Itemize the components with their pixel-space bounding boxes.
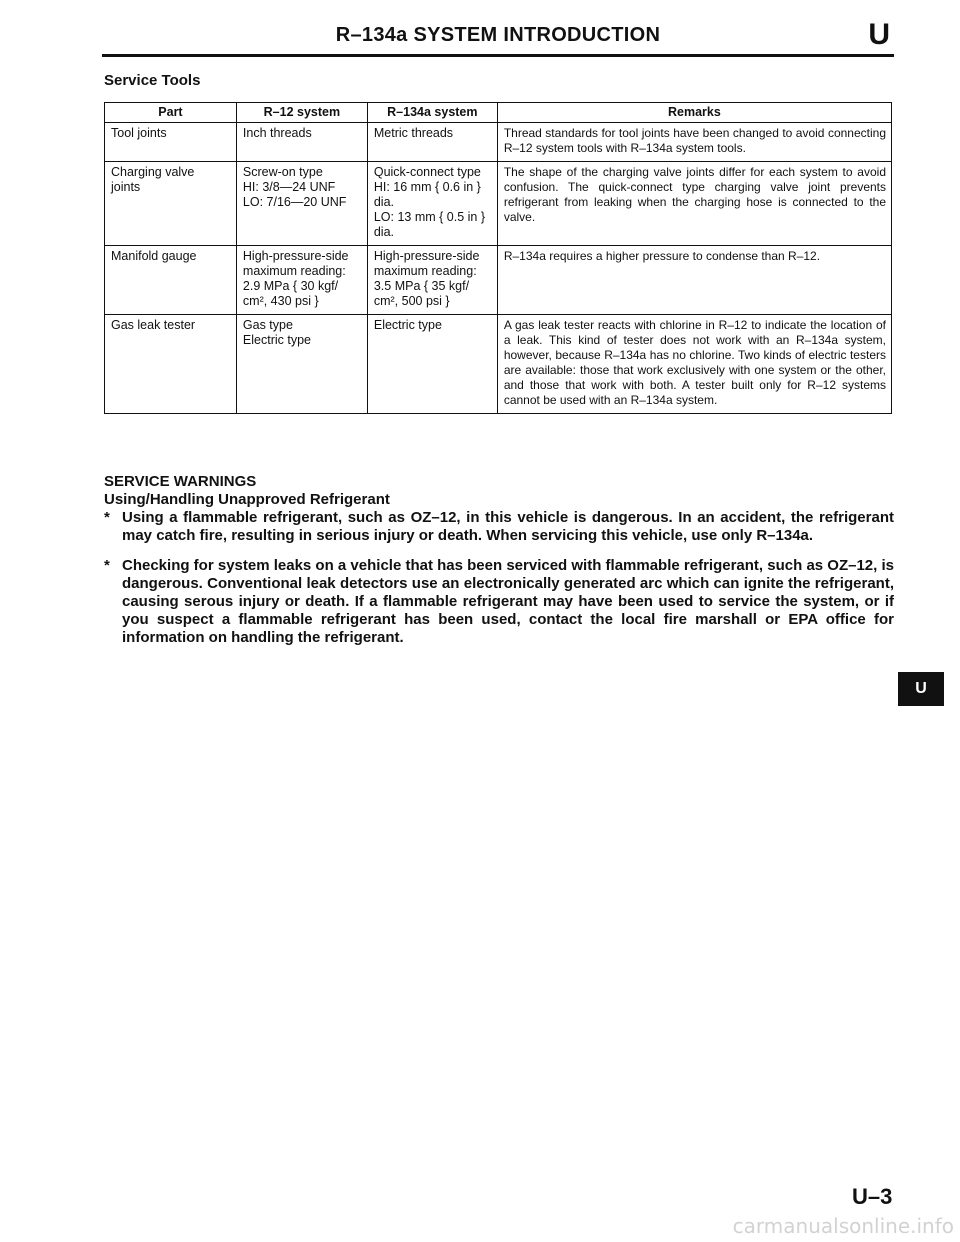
table-row bbox=[105, 315, 892, 414]
r12-cell: Inch threads bbox=[236, 123, 367, 162]
watermark-text: carmanualsonline.info bbox=[732, 1214, 954, 1238]
warnings-title: SERVICE WARNINGS bbox=[104, 473, 257, 490]
table-row bbox=[105, 162, 892, 246]
warning-item bbox=[104, 509, 894, 545]
table-row bbox=[105, 123, 892, 162]
service-warnings bbox=[104, 473, 894, 647]
column-header-r134a: R–134a system bbox=[367, 103, 497, 123]
part-cell: Tool joints bbox=[105, 123, 237, 162]
warning-text: Using a flammable refrigerant, such as OZ–12, in this vehicle is dangerous. In an accident, the refrigerant may catch fire, resulting in serious injury or death. When servicing this vehicle, use only R–134a. bbox=[122, 509, 894, 544]
part-cell: Manifold gauge bbox=[105, 246, 237, 315]
bullet-marker: * bbox=[104, 557, 110, 574]
column-header-r12: R–12 system bbox=[236, 103, 367, 123]
page-header bbox=[102, 20, 894, 57]
warnings-subtitle: Using/Handling Unapproved Refrigerant bbox=[104, 491, 390, 508]
remarks-cell: Thread standards for tool joints have been changed to avoid connecting R–12 system tools with R–134a system tools. bbox=[497, 123, 891, 162]
page-number: U–3 bbox=[852, 1184, 893, 1209]
warning-item bbox=[104, 557, 894, 647]
r12-cell: High-pressure-side maximum reading: 2.9 MPa { 30 kgf/ cm², 430 psi } bbox=[236, 246, 367, 315]
remarks-cell: The shape of the charging valve joints differ for each system to avoid confusion. The quick-connect type charging valve joint prevents refrigerant from leaking when the charging hose is connected to the valve. bbox=[497, 162, 891, 246]
r134a-cell: High-pressure-side maximum reading: 3.5 MPa { 35 kgf/ cm², 500 psi } bbox=[367, 246, 497, 315]
service-tools-table bbox=[104, 102, 892, 414]
remarks-cell: R–134a requires a higher pressure to condense than R–12. bbox=[497, 246, 891, 315]
part-cell: Charging valve joints bbox=[105, 162, 237, 246]
column-header-part: Part bbox=[105, 103, 237, 123]
service-tools-heading: Service Tools bbox=[104, 72, 201, 89]
r134a-cell: Electric type bbox=[367, 315, 497, 414]
section-letter: U bbox=[868, 18, 890, 51]
bullet-marker: * bbox=[104, 509, 110, 526]
table-header-row bbox=[105, 103, 892, 123]
warning-text: Checking for system leaks on a vehicle that has been serviced with flammable refrigerant, such as OZ–12, is dangerous. Conventional leak detectors use an electronically generated arc which can ignite the refrigerant, causing serous injury or death. If a flammable refrigerant may have been used to service the system, or if you suspect a flammable refrigerant has been used, contact the local fire marshall or EPA office for information on handling the refrigerant. bbox=[122, 557, 894, 646]
part-cell: Gas leak tester bbox=[105, 315, 237, 414]
column-header-remarks: Remarks bbox=[497, 103, 891, 123]
page-title: R–134a SYSTEM INTRODUCTION bbox=[335, 24, 661, 46]
r134a-cell: Metric threads bbox=[367, 123, 497, 162]
r12-cell: Screw-on type HI: 3/8—24 UNF LO: 7/16—20 UNF bbox=[236, 162, 367, 246]
r134a-cell: Quick-connect type HI: 16 mm { 0.6 in } dia. LO: 13 mm { 0.5 in } dia. bbox=[367, 162, 497, 246]
r12-cell: Gas type Electric type bbox=[236, 315, 367, 414]
section-tab: U bbox=[898, 672, 944, 706]
remarks-cell: A gas leak tester reacts with chlorine in R–12 to indicate the location of a leak. This kind of tester does not work with an R–134a system, however, because R–134a has no chlorine. Two kinds of electric testers are available: those that work exclusively with one system or the other, and those that work with both. A tester built only for R–12 systems cannot be used with an R–134a system. bbox=[497, 315, 891, 414]
table-row bbox=[105, 246, 892, 315]
